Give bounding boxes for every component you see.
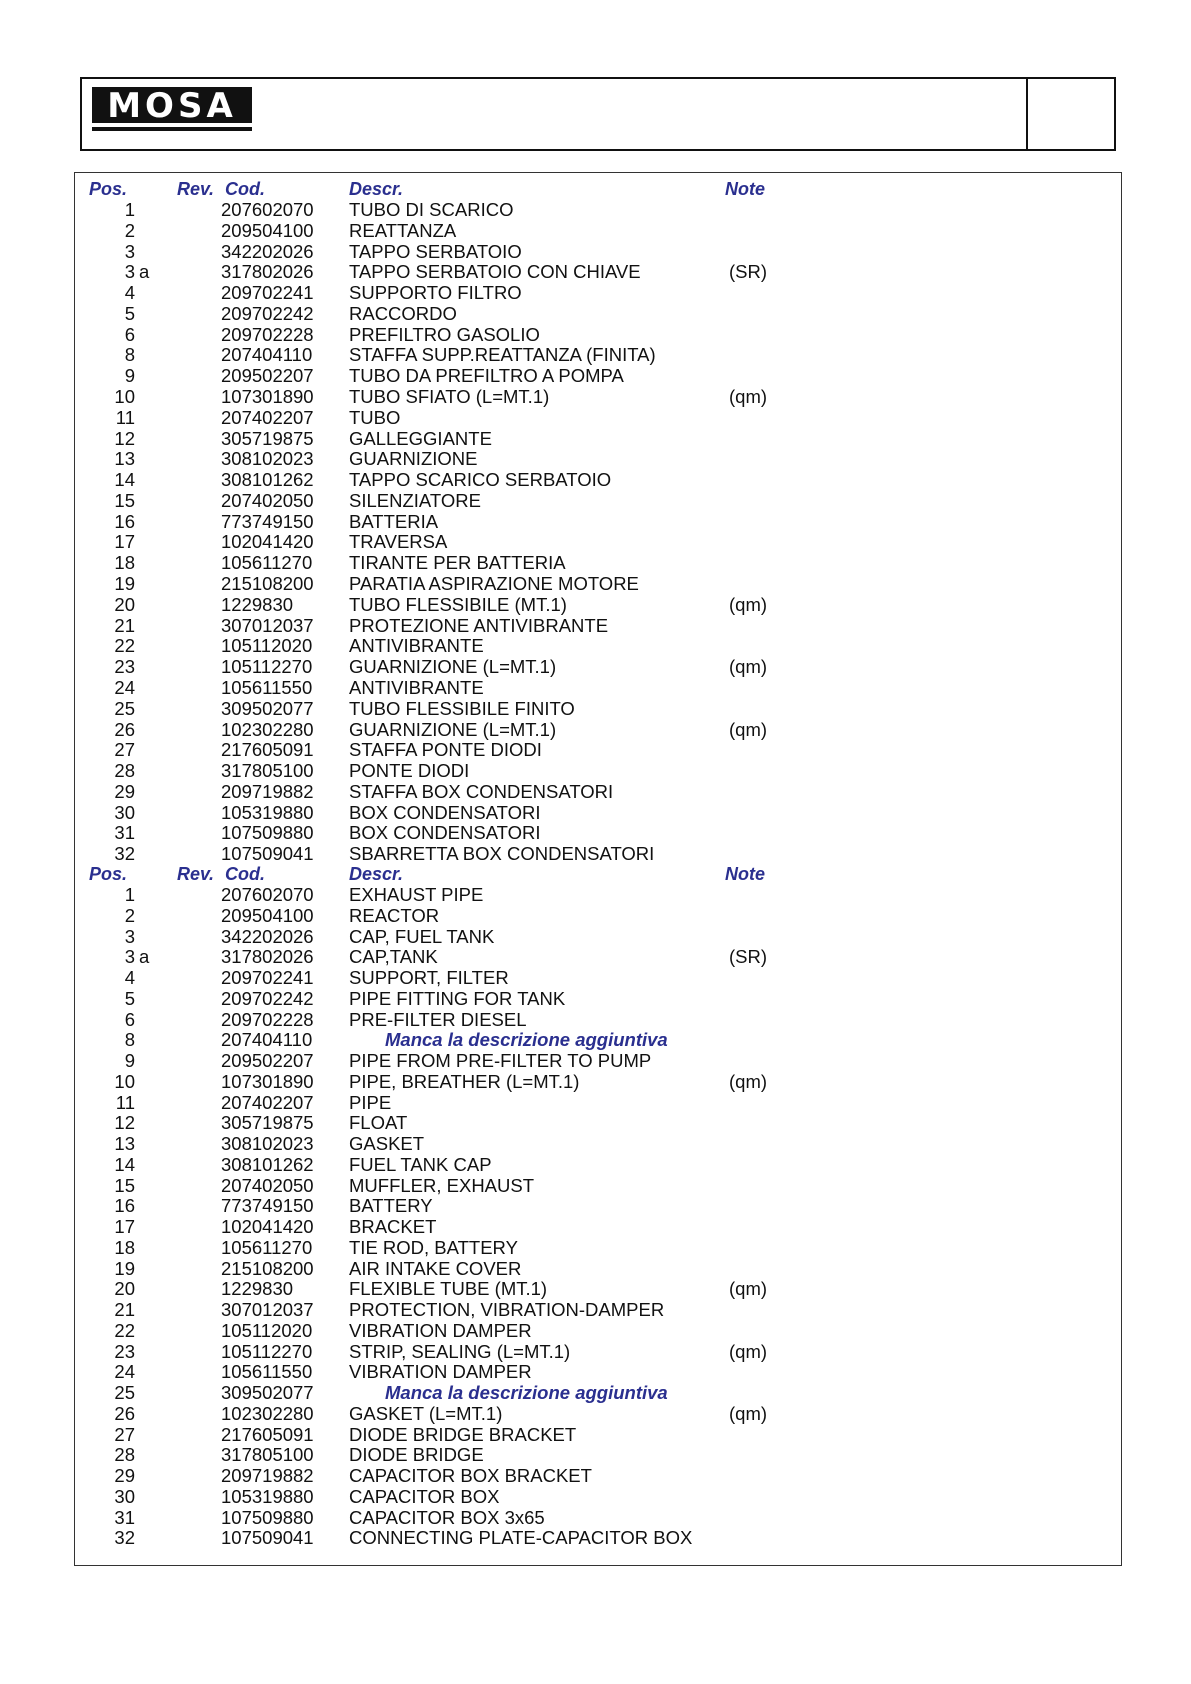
part-position: 23 — [114, 656, 135, 678]
part-description: PONTE DIODI — [349, 760, 470, 782]
part-description: ANTIVIBRANTE — [349, 676, 484, 698]
part-description: BOX CONDENSATORI — [349, 822, 541, 844]
part-position: 32 — [114, 843, 135, 865]
part-code: 217605091 — [221, 1423, 314, 1445]
part-description: STRIP, SEALING (L=MT.1) — [349, 1340, 571, 1362]
col-pos-header: Pos. — [89, 179, 128, 199]
part-position: 9 — [124, 365, 135, 387]
part-description: GUARNIZIONE (L=MT.1) — [349, 656, 557, 678]
part-code: 102302280 — [221, 718, 314, 740]
part-position: 17 — [114, 531, 135, 553]
part-position: 8 — [124, 1029, 135, 1051]
part-position: 19 — [114, 1257, 135, 1279]
header-side-cell — [1026, 79, 1114, 149]
part-code: 1229830 — [221, 1278, 294, 1300]
part-position: 4 — [124, 967, 135, 988]
part-description: BATTERY — [349, 1195, 433, 1217]
part-code: 207404110 — [221, 344, 313, 366]
part-position: 17 — [114, 1216, 135, 1237]
part-position: 11 — [115, 406, 135, 428]
part-position: 20 — [114, 593, 135, 615]
part-position: 25 — [114, 697, 135, 719]
part-description: GUARNIZIONE — [349, 448, 478, 470]
part-code: 207602070 — [221, 884, 314, 905]
part-position: 10 — [114, 1070, 135, 1092]
part-position: 26 — [114, 1402, 135, 1424]
part-position: 27 — [114, 1423, 135, 1445]
part-code: 773749150 — [221, 1195, 314, 1217]
part-position: 23 — [114, 1340, 135, 1362]
part-position: 1 — [124, 884, 135, 905]
part-code: 317802026 — [221, 261, 314, 283]
part-position: 8 — [124, 344, 135, 366]
part-description: PROTECTION, VIBRATION-DAMPER — [349, 1299, 665, 1320]
part-code: 107509041 — [221, 843, 314, 865]
part-description: CAP, FUEL TANK — [349, 925, 495, 947]
part-code: 342202026 — [221, 240, 314, 262]
part-description: PIPE, BREATHER (L=MT.1) — [349, 1070, 580, 1092]
col-cod-header: Cod. — [225, 864, 265, 884]
part-code: 207402207 — [221, 1091, 314, 1113]
part-position: 13 — [114, 448, 135, 470]
part-description: PROTEZIONE ANTIVIBRANTE — [349, 614, 609, 636]
part-position: 11 — [115, 1091, 135, 1113]
part-description: FUEL TANK CAP — [349, 1153, 492, 1175]
part-description: BOX CONDENSATORI — [349, 801, 541, 823]
part-code: 342202026 — [221, 925, 314, 947]
part-description: RACCORDO — [349, 302, 457, 324]
part-code: 209702242 — [221, 302, 314, 324]
part-code: 209504100 — [221, 219, 314, 241]
part-position: 30 — [114, 1485, 135, 1507]
part-position: 5 — [124, 302, 135, 324]
part-position: 2 — [124, 904, 135, 926]
part-description: GASKET — [349, 1133, 425, 1154]
part-position: 32 — [114, 1527, 135, 1549]
part-description: Manca la descrizione aggiuntiva — [385, 1029, 668, 1051]
part-description: TUBO FLESSIBILE (MT.1) — [349, 593, 567, 615]
col-rev-header: Rev. — [177, 864, 215, 884]
part-description: PIPE — [349, 1091, 392, 1113]
part-description: GASKET (L=MT.1) — [349, 1402, 503, 1424]
part-description: MUFFLER, EXHAUST — [349, 1174, 535, 1196]
part-position: 10 — [114, 386, 135, 408]
col-descr-header: Descr. — [349, 179, 404, 199]
part-code: 107509041 — [221, 1527, 314, 1549]
part-position: 24 — [114, 1361, 135, 1383]
part-position: 28 — [114, 1444, 135, 1466]
part-code: 209719882 — [221, 780, 314, 802]
part-code: 207402207 — [221, 406, 314, 428]
part-revision: a — [139, 946, 150, 968]
part-position: 19 — [114, 573, 135, 595]
part-description: AIR INTAKE COVER — [349, 1257, 522, 1279]
part-position: 24 — [114, 676, 135, 698]
part-position: 12 — [114, 1112, 135, 1134]
part-position: 21 — [114, 614, 135, 636]
part-position: 6 — [124, 323, 135, 345]
part-description: PREFILTRO GASOLIO — [349, 323, 540, 345]
part-code: 209702241 — [221, 282, 314, 304]
part-code: 105611270 — [221, 552, 313, 574]
part-code: 107509880 — [221, 822, 314, 844]
part-note: (qm) — [729, 1402, 768, 1424]
part-code: 209719882 — [221, 1465, 314, 1486]
part-description: BRACKET — [349, 1216, 437, 1237]
part-description: TAPPO SCARICO SERBATOIO — [349, 469, 612, 491]
part-revision: a — [139, 261, 150, 283]
part-description: CONNECTING PLATE-CAPACITOR BOX — [349, 1527, 693, 1549]
part-code: 308101262 — [221, 469, 314, 491]
part-note: (qm) — [729, 718, 768, 740]
part-description: STAFFA BOX CONDENSATORI — [349, 780, 614, 802]
part-code: 102041420 — [221, 531, 314, 553]
part-description: Manca la descrizione aggiuntiva — [385, 1382, 668, 1403]
part-description: SBARRETTA BOX CONDENSATORI — [349, 843, 655, 865]
part-description: TAPPO SERBATOIO — [349, 240, 522, 262]
part-description: BATTERIA — [349, 510, 439, 532]
part-position: 3 — [124, 240, 135, 262]
part-position: 18 — [114, 1236, 135, 1258]
part-note: (qm) — [729, 1278, 768, 1300]
part-description: FLOAT — [349, 1112, 408, 1134]
part-code: 105611550 — [221, 676, 313, 698]
part-code: 317805100 — [221, 760, 314, 782]
part-position: 25 — [114, 1382, 135, 1403]
col-descr-header: Descr. — [349, 864, 404, 884]
part-description: SUPPORT, FILTER — [349, 967, 509, 988]
part-code: 209702228 — [221, 323, 314, 345]
part-position: 3 — [124, 946, 135, 968]
part-position: 31 — [114, 822, 135, 844]
part-description: ANTIVIBRANTE — [349, 635, 484, 657]
part-position: 29 — [114, 1465, 135, 1486]
part-description: PARATIA ASPIRAZIONE MOTORE — [349, 573, 639, 595]
part-code: 317802026 — [221, 946, 314, 968]
part-note: (qm) — [729, 1340, 768, 1362]
part-code: 308102023 — [221, 1133, 314, 1154]
part-code: 308101262 — [221, 1153, 314, 1175]
part-code: 105112020 — [221, 635, 313, 657]
part-description: TUBO SFIATO (L=MT.1) — [349, 386, 550, 408]
part-code: 217605091 — [221, 739, 314, 761]
part-position: 3 — [124, 261, 135, 283]
part-description: STAFFA SUPP.REATTANZA (FINITA) — [349, 344, 656, 366]
col-note-header: Note — [725, 864, 765, 884]
part-position: 12 — [114, 427, 135, 449]
part-code: 317805100 — [221, 1444, 314, 1466]
part-position: 6 — [124, 1008, 135, 1030]
parts-list-panel — [74, 172, 1122, 1566]
part-code: 105112270 — [221, 1340, 313, 1362]
part-description: CAPACITOR BOX 3x65 — [349, 1506, 545, 1528]
part-position: 14 — [114, 1153, 135, 1175]
part-position: 5 — [124, 987, 135, 1009]
part-position: 20 — [114, 1278, 135, 1300]
part-position: 1 — [124, 199, 135, 220]
part-description: TUBO FLESSIBILE FINITO — [349, 697, 575, 719]
part-note: (SR) — [729, 261, 768, 283]
part-description: SILENZIATORE — [349, 489, 481, 511]
part-position: 2 — [124, 219, 135, 241]
part-code: 105112270 — [221, 656, 313, 678]
part-code: 107301890 — [221, 386, 314, 408]
part-position: 30 — [114, 801, 135, 823]
part-description: STAFFA PONTE DIODI — [349, 739, 542, 761]
part-description: DIODE BRIDGE — [349, 1444, 484, 1466]
mosa-logo-mark — [92, 87, 252, 133]
part-code: 773749150 — [221, 510, 314, 532]
part-code: 105319880 — [221, 1485, 314, 1507]
part-code: 305719875 — [221, 1112, 314, 1134]
part-description: VIBRATION DAMPER — [349, 1319, 532, 1341]
part-description: TAPPO SERBATOIO CON CHIAVE — [349, 261, 641, 283]
part-description: PIPE FROM PRE-FILTER TO PUMP — [349, 1050, 652, 1071]
part-note: (SR) — [729, 946, 768, 968]
part-description: CAP,TANK — [349, 946, 438, 968]
part-code: 209702241 — [221, 967, 314, 988]
part-note: (qm) — [729, 386, 768, 408]
part-position: 22 — [114, 1319, 135, 1341]
part-position: 14 — [114, 469, 135, 491]
part-description: GUARNIZIONE (L=MT.1) — [349, 718, 557, 740]
part-position: 27 — [114, 739, 135, 761]
part-code: 305719875 — [221, 427, 314, 449]
part-code: 1229830 — [221, 593, 294, 615]
part-description: CAPACITOR BOX BRACKET — [349, 1465, 592, 1486]
part-position: 26 — [114, 718, 135, 740]
col-pos-header: Pos. — [89, 864, 128, 884]
part-description: GALLEGGIANTE — [349, 427, 492, 449]
part-description: PIPE FITTING FOR TANK — [349, 987, 566, 1009]
part-description: DIODE BRIDGE BRACKET — [349, 1423, 577, 1445]
part-position: 15 — [114, 489, 135, 511]
part-code: 309502077 — [221, 697, 314, 719]
part-description: TIE ROD, BATTERY — [349, 1236, 518, 1258]
part-note: (qm) — [729, 656, 768, 678]
part-position: 16 — [114, 1195, 135, 1217]
part-position: 22 — [114, 635, 135, 657]
part-code: 207602070 — [221, 199, 314, 220]
part-description: TUBO DI SCARICO — [349, 199, 514, 220]
part-position: 28 — [114, 760, 135, 782]
part-code: 215108200 — [221, 573, 314, 595]
part-description: SUPPORTO FILTRO — [349, 282, 522, 304]
part-description: TIRANTE PER BATTERIA — [349, 552, 566, 574]
part-description: REATTANZA — [349, 219, 457, 241]
part-code: 309502077 — [221, 1382, 314, 1403]
part-position: 13 — [114, 1133, 135, 1154]
part-code: 107509880 — [221, 1506, 314, 1528]
part-code: 105611270 — [221, 1236, 313, 1258]
part-description: TUBO — [349, 406, 401, 428]
part-code: 215108200 — [221, 1257, 314, 1279]
part-code: 307012037 — [221, 614, 314, 636]
part-code: 105611550 — [221, 1361, 313, 1383]
part-description: EXHAUST PIPE — [349, 884, 484, 905]
mosa-logo — [92, 87, 252, 138]
part-description: TUBO DA PREFILTRO A POMPA — [349, 365, 624, 387]
part-code: 102041420 — [221, 1216, 314, 1237]
part-description: VIBRATION DAMPER — [349, 1361, 532, 1383]
col-rev-header: Rev. — [177, 179, 215, 199]
part-code: 105112020 — [221, 1319, 313, 1341]
part-code: 209502207 — [221, 1050, 314, 1071]
part-position: 31 — [114, 1506, 135, 1528]
part-description: CAPACITOR BOX — [349, 1485, 500, 1507]
svg-text:MOSA: MOSA — [107, 87, 237, 126]
col-cod-header: Cod. — [225, 179, 265, 199]
part-note: (qm) — [729, 593, 768, 615]
page-header — [80, 77, 1116, 151]
part-position: 16 — [114, 510, 135, 532]
part-note: (qm) — [729, 1070, 768, 1092]
part-description: PRE-FILTER DIESEL — [349, 1008, 527, 1030]
part-code: 209502207 — [221, 365, 314, 387]
part-position: 21 — [114, 1299, 135, 1320]
part-description: REACTOR — [349, 904, 440, 926]
part-code: 209504100 — [221, 904, 314, 926]
part-position: 15 — [114, 1174, 135, 1196]
part-code: 207402050 — [221, 1174, 314, 1196]
part-position: 9 — [124, 1050, 135, 1071]
part-code: 308102023 — [221, 448, 314, 470]
part-code: 209702242 — [221, 987, 314, 1009]
part-description: TRAVERSA — [349, 531, 448, 553]
part-code: 105319880 — [221, 801, 314, 823]
part-position: 4 — [124, 282, 135, 304]
part-code: 107301890 — [221, 1070, 314, 1092]
part-position: 3 — [124, 925, 135, 947]
part-code: 207402050 — [221, 489, 314, 511]
part-code: 102302280 — [221, 1402, 314, 1424]
part-description: FLEXIBLE TUBE (MT.1) — [349, 1278, 548, 1300]
part-code: 207404110 — [221, 1029, 313, 1051]
part-code: 307012037 — [221, 1299, 314, 1320]
part-code: 209702228 — [221, 1008, 314, 1030]
col-note-header: Note — [725, 179, 765, 199]
part-position: 29 — [114, 780, 135, 802]
part-position: 18 — [114, 552, 135, 574]
